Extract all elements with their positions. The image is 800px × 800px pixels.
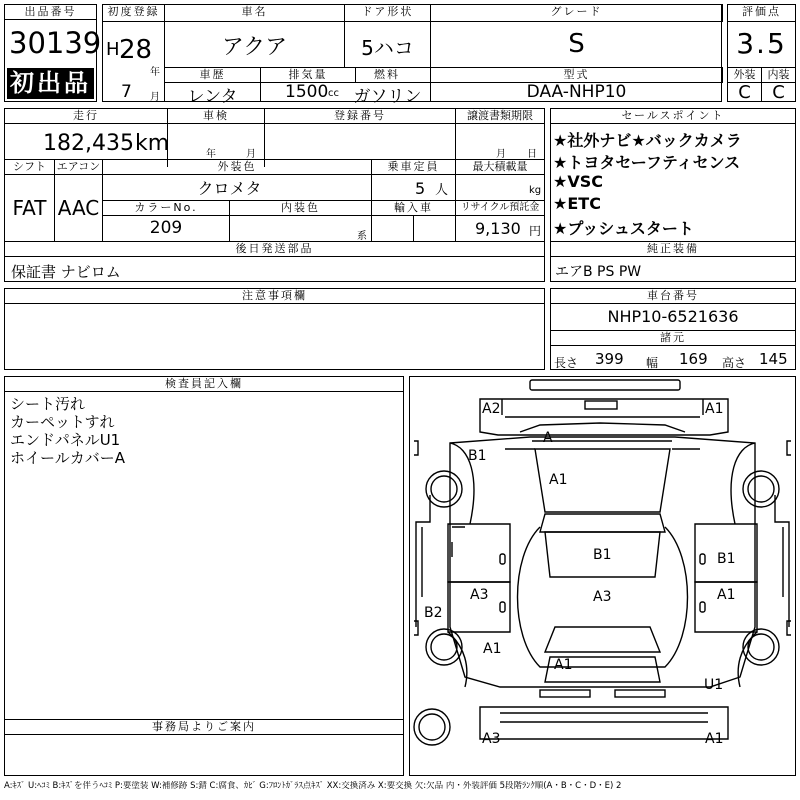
grade-label: グレード [430, 4, 723, 22]
dimensions-label: 諸元 [550, 330, 796, 346]
mark-front-bumper-left: A2 [482, 401, 501, 417]
car-name: アクア [221, 35, 288, 60]
import-label: 輸入車 [371, 200, 456, 216]
chassis-box [550, 288, 796, 370]
interior-color-unit: 系 [357, 231, 367, 242]
mark-right-quarter: U1 [704, 677, 724, 693]
inspection-label: 車検 [167, 108, 265, 124]
registration-box [102, 4, 722, 107]
later-parts-label: 後日発送部品 [4, 241, 545, 257]
month-unit: 月 [150, 92, 160, 103]
displacement-label: 排気量 [260, 67, 356, 83]
sales-point-5: ★プッシュスタート [553, 219, 694, 238]
notes-label: 注意事項欄 [4, 288, 545, 304]
length-label: 長さ [554, 356, 579, 370]
mileage-value: 182,435 [43, 131, 134, 156]
mark-front-fender-left: B1 [468, 448, 487, 464]
fuel-label: 燃料 [344, 67, 431, 83]
mark-left-quarter: A1 [483, 641, 502, 657]
color-number: 209 [149, 218, 183, 238]
color-no-label: カラーNo. [102, 200, 230, 216]
width-label: 幅 [646, 356, 659, 370]
score-value: 3.5 [736, 27, 787, 60]
fuel-type: ガソリン [353, 87, 422, 107]
model-label: 型式 [430, 67, 723, 83]
capacity-value: 5 [415, 179, 426, 198]
interior-score-label: 内装 [761, 67, 796, 83]
mark-front-bumper-right: A1 [705, 401, 724, 417]
inspector-note-3: エンドパネルU1 [10, 431, 121, 449]
sales-point-4: ★ETC [553, 194, 601, 213]
ac-label: エアコン [54, 159, 103, 175]
inspector-note-2: カーペットすれ [10, 413, 115, 431]
lot-number-label: 出品番号 [4, 4, 97, 20]
notes-box [4, 288, 545, 370]
registration-label: 初度登録 [102, 4, 165, 22]
mileage-unit: km [135, 131, 170, 156]
inspector-note-1: シート汚れ [10, 395, 86, 413]
car-name-label: 車名 [164, 4, 345, 22]
lot-number: 30139 [9, 26, 102, 60]
office-label: 事務局よりご案内 [4, 719, 404, 735]
chassis-number: NHP10-6521636 [607, 307, 739, 326]
mark-rear-bumper-right: A1 [705, 731, 724, 747]
car-diagram [410, 377, 795, 775]
plate-label: 登録番号 [264, 108, 456, 124]
displacement: 1500 [285, 82, 329, 102]
mark-left-rear-door: A3 [470, 587, 489, 603]
history-label: 車歴 [164, 67, 261, 83]
mark-grille: A [543, 430, 553, 446]
legend: A:ｷｽﾞ U:ﾍｺﾐ B:ｷｽﾞを伴うﾍｺﾐ P:要塗装 W:補修跡 S:錆 C:腐食、ｶﾋﾞ G:ﾌﾛﾝﾄｶﾞﾗｽ点ｷｽﾞ XX:交換済み X:要交換 欠:欠品 内・外装評価 5段階ﾗﾝｸ順(A・B・C・D・E) 2 [4, 781, 622, 791]
equipment-value: エアB PS PW [555, 264, 642, 280]
grade-value: S [568, 29, 585, 59]
registration-month: 7 [121, 82, 132, 102]
width-value: 169 [679, 350, 708, 368]
equipment-label: 純正装備 [550, 241, 796, 257]
registration-year: 28 [119, 35, 153, 65]
score-box [727, 4, 796, 102]
mark-left-rocker: B2 [424, 605, 443, 621]
color-value: クロメタ [197, 179, 262, 198]
height-label: 高さ [722, 356, 747, 370]
interior-score: C [772, 82, 785, 103]
color-label: 外装色 [102, 159, 372, 175]
sales-point-3: ★VSC [553, 172, 603, 191]
ac-value: AAC [57, 196, 100, 220]
first-listing-text: 初出品 [10, 69, 91, 97]
mark-hood: A1 [549, 472, 568, 488]
door-type: 5ハコ [361, 36, 414, 60]
door-label: ドア形状 [344, 4, 431, 22]
shift-value: FAT [12, 196, 47, 220]
sales-points-box [550, 108, 796, 282]
mileage-label: 走行 [4, 108, 168, 124]
displacement-unit: cc [328, 88, 339, 99]
model-code: DAA-NHP10 [526, 82, 627, 102]
length-value: 399 [595, 350, 624, 368]
sales-point-1: ★社外ナビ★バックカメラ [553, 131, 742, 150]
mark-roof-b1: B1 [593, 547, 612, 563]
capacity-unit: 人 [435, 183, 449, 198]
shift-label: シフト [4, 159, 55, 175]
height-value: 145 [759, 350, 788, 368]
mark-roof-a3: A3 [593, 589, 612, 605]
car-diagram-box [409, 376, 796, 776]
capacity-label: 乗車定員 [371, 159, 456, 175]
inspection-month-unit: 月 [246, 149, 256, 160]
first-listing-badge [7, 68, 94, 99]
chassis-label: 車台番号 [550, 288, 796, 304]
inspection-year-unit: 年 [206, 149, 216, 160]
interior-color-label: 内装色 [229, 200, 372, 216]
sales-points-label: セールスポイント [550, 108, 796, 124]
transfer-label: 譲渡書類期限 [455, 108, 545, 124]
lot-number-box [4, 4, 102, 102]
exterior-score-label: 外装 [727, 67, 762, 83]
car-history: レンタ [187, 87, 238, 107]
inspector-box [4, 376, 404, 776]
recycle-unit: 円 [529, 224, 542, 238]
exterior-score: C [738, 82, 751, 103]
load-label: 最大積載量 [455, 159, 545, 175]
recycle-label: リサイクル預託金 [455, 200, 545, 216]
sales-point-2: ★トヨタセーフティセンス [553, 153, 741, 172]
load-unit: kg [529, 185, 542, 196]
year-unit: 年 [150, 67, 160, 78]
mark-right-rear-door: A1 [717, 587, 736, 603]
mark-right-front-door: B1 [717, 551, 736, 567]
score-label: 評価点 [727, 4, 796, 22]
inspector-label: 検査員記入欄 [4, 376, 404, 392]
vehicle-info-box [4, 108, 545, 282]
era: H [106, 39, 120, 60]
inspector-note-4: ホイールカバーA [10, 449, 125, 467]
mark-trunk: A1 [554, 657, 573, 673]
transfer-month-unit: 月 [496, 149, 506, 160]
recycle-value: 9,130 [475, 219, 521, 238]
transfer-day-unit: 日 [527, 149, 537, 160]
later-parts-value: 保証書 ナビロム [11, 263, 121, 281]
mark-rear-bumper-left: A3 [482, 731, 501, 747]
